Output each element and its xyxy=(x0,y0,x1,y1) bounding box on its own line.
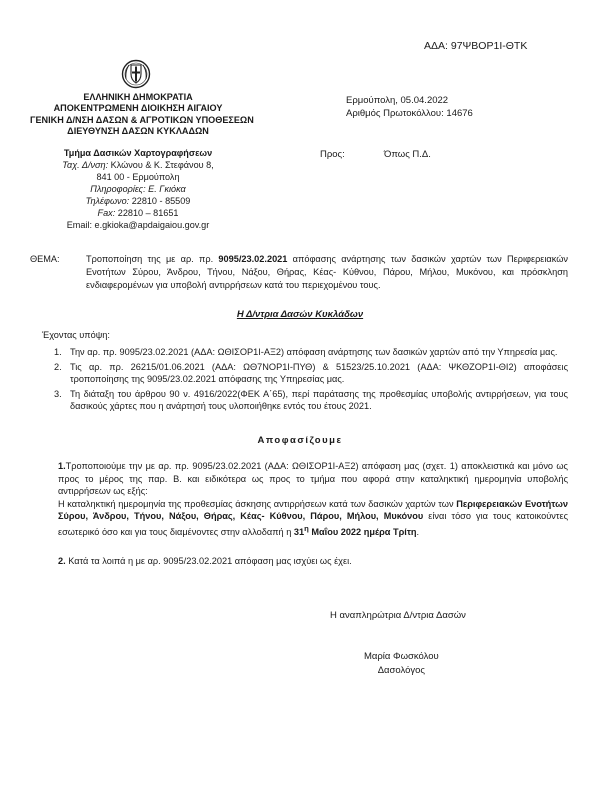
signatory-title: Δασολόγος xyxy=(377,665,426,676)
address-line xyxy=(30,159,246,171)
info-value: Ε. Γκιόκα xyxy=(148,184,186,194)
signatory-block xyxy=(364,650,439,678)
list-item-number: 3. xyxy=(54,388,62,399)
subject-label: ΘΕΜΑ: xyxy=(30,254,60,264)
authority-title: Η Δ/ντρια Δασών Κυκλάδων xyxy=(236,309,364,320)
decision-paragraph-2 xyxy=(58,556,568,566)
subject-part-2: απόφασης ανάρτησης των δασικών χαρτών των Περιφερειακών Ενοτήτων Σύρου, Άνδρου, Τήνου, Νάξου, Θήρας, Κέας- Κύθνου, Πάρου, Μήλου, Μυκόνου, και πρόσκληση ενδιαφερομένων για υποβολή αντιρρήσεων κατά του περιεχομένου τους. xyxy=(86,254,568,290)
deadline-day-suffix: η xyxy=(304,523,309,533)
ada-code: ΑΔΑ: 97ΨΒΟΡ1Ι-ΘΤΚ xyxy=(424,40,528,52)
list-item xyxy=(42,361,568,386)
signatory-role: Η αναπληρώτρια Δ/ντρια Δασών xyxy=(330,610,466,621)
issuer-header xyxy=(30,92,254,138)
fax-label: Fax: xyxy=(97,208,116,218)
decision-1-number: 1. xyxy=(58,461,66,471)
place-date: Ερμούπολη, 05.04.2022 xyxy=(346,95,449,106)
subject-protocol-bold: 9095/23.02.2021 xyxy=(218,254,288,264)
protocol-number: Αριθμός Πρωτοκόλλου: 14676 xyxy=(346,107,473,119)
decision-1-text xyxy=(30,460,568,498)
fax-value: 22810 – 81651 xyxy=(117,208,179,218)
phone-value: 22810 - 85509 xyxy=(131,196,191,206)
considering-list xyxy=(42,346,568,415)
date-protocol-block xyxy=(346,95,473,120)
recipient-value: Όπως Π.Δ. xyxy=(384,149,431,160)
header-line-4: ΔΙΕΥΘΥΝΣΗ ΔΑΣΩΝ ΚΥΚΛΑΔΩΝ xyxy=(67,126,209,137)
department-name: Τμήμα Δασικών Χαρτογραφήσεων xyxy=(63,148,213,158)
header-line-1: ΕΛΛΗΝΙΚΗ ΔΗΜΟΚΡΑΤΙΑ xyxy=(83,92,193,102)
signatory-name: Μαρία Φωσκόλου xyxy=(364,651,439,662)
list-item-text: Τη διάταξη του άρθρου 90 ν. 4916/2022(ΦΕΚ Α΄65), περί παράτασης της προθεσμίας υποβολής αντιρρήσεων, για τους δασικούς χάρτες που η ανάρτησή τους υλοποιήθηκε εντός του έτους 2021. xyxy=(70,388,568,412)
list-item-text: Την αρ. πρ. 9095/23.02.2021 (ΑΔΑ: ΩΘΙΣΟΡ1Ι-ΑΞ2) απόφαση ανάρτησης των δασικών χαρτών από την Υπηρεσία μας. xyxy=(70,347,558,357)
decision-1-detail xyxy=(30,498,568,539)
considering-label: Έχοντας υπόψη: xyxy=(42,330,110,340)
decision-paragraph-1 xyxy=(30,460,568,539)
department-block xyxy=(30,147,246,231)
deadline-date-bold: Μαΐου 2022 ημέρα Τρίτη xyxy=(308,527,417,538)
greek-emblem-icon xyxy=(121,59,151,89)
fax-line xyxy=(30,207,246,219)
detail-part-1: Η καταληκτική ημερομηνία της προθεσμίας άσκησης αντιρρήσεων κατά των δασικών χαρτών των xyxy=(58,498,457,509)
email-value: e.gkioka@apdaigaiou.gov.gr xyxy=(94,220,210,230)
recipient-label: Προς: xyxy=(320,149,345,160)
email-line xyxy=(30,219,246,231)
list-item-number: 2. xyxy=(54,361,62,372)
detail-end: . xyxy=(416,527,420,538)
header-line-2: ΑΠΟΚΕΝΤΡΩΜΕΝΗ ΔΙΟΙΚΗΣΗ ΑΙΓΑΙΟΥ xyxy=(53,103,223,114)
email-label: Email: xyxy=(66,220,92,230)
detail-units-bold: Περιφερειακών Ενοτήτων Σύρου, Άνδρου, Τήνου, Νάξου, Θήρας, Κέας- Κύθνου, Πάρου, Μήλου, Μυκόνου xyxy=(58,498,569,522)
postcode-line: 841 00 - Ερμούπολη xyxy=(96,172,180,182)
list-item xyxy=(42,346,568,359)
list-item-text: Τις αρ. πρ. 26215/01.06.2021 (ΑΔΑ: ΩΘ7ΝΟΡ1Ι-ΠΥΘ) & 51523/25.10.2021 (ΑΔΑ: ΨΚΘΖΟΡ1Ι-ΘΙ2) αποφάσεις τροποποίησης της 9095/23.02.2021 απόφασης της Υπηρεσίας μας. xyxy=(70,361,568,385)
detail-part-2: είναι τόσο για τους κατοικούντες εσωτερικό όσο και για τους διαμένοντες στην αλλοδαπή η xyxy=(58,511,568,538)
address-value: Κλώνου & Κ. Στεφάνου 8, xyxy=(110,160,214,170)
decision-2-body: Κατά τα λοιπά η με αρ. 9095/23.02.2021 απόφαση μας ισχύει ως έχει. xyxy=(68,556,352,566)
subject-part-1: Τροποποίηση της με αρ. πρ. xyxy=(86,254,219,264)
list-item xyxy=(42,388,568,413)
info-line xyxy=(30,183,246,195)
decision-1-body: Τροποποιούμε την με αρ. πρ. 9095/23.02.2021 (ΑΔΑ: ΩΘΙΣΟΡ1Ι-ΑΞ2) απόφαση μας (σχετ. 1) αποκλειστικά και μόνο ως προς το μέρος της παρ. Β. και ειδικότερα ως προς το τμήμα που αφορά στην καταληκτική ημερομηνία υποβολής αντιρρήσεων ως εξής: xyxy=(58,461,568,497)
info-label: Πληροφορίες: xyxy=(90,184,146,194)
decision-2-number: 2. xyxy=(58,556,66,566)
subject-text xyxy=(86,253,568,292)
phone-label: Τηλέφωνο: xyxy=(85,196,130,206)
decision-title: Αποφασίζουμε xyxy=(257,435,343,446)
header-line-3: ΓΕΝΙΚΗ Δ/ΝΣΗ ΔΑΣΩΝ & ΑΓΡΟΤΙΚΩΝ ΥΠΟΘΕΣΕΩΝ xyxy=(30,114,254,125)
subject-block xyxy=(30,253,568,292)
address-label: Ταχ. Δ/νση: xyxy=(62,160,109,170)
phone-line xyxy=(30,195,246,207)
list-item-number: 1. xyxy=(54,347,62,357)
deadline-day: 31 xyxy=(293,527,305,538)
